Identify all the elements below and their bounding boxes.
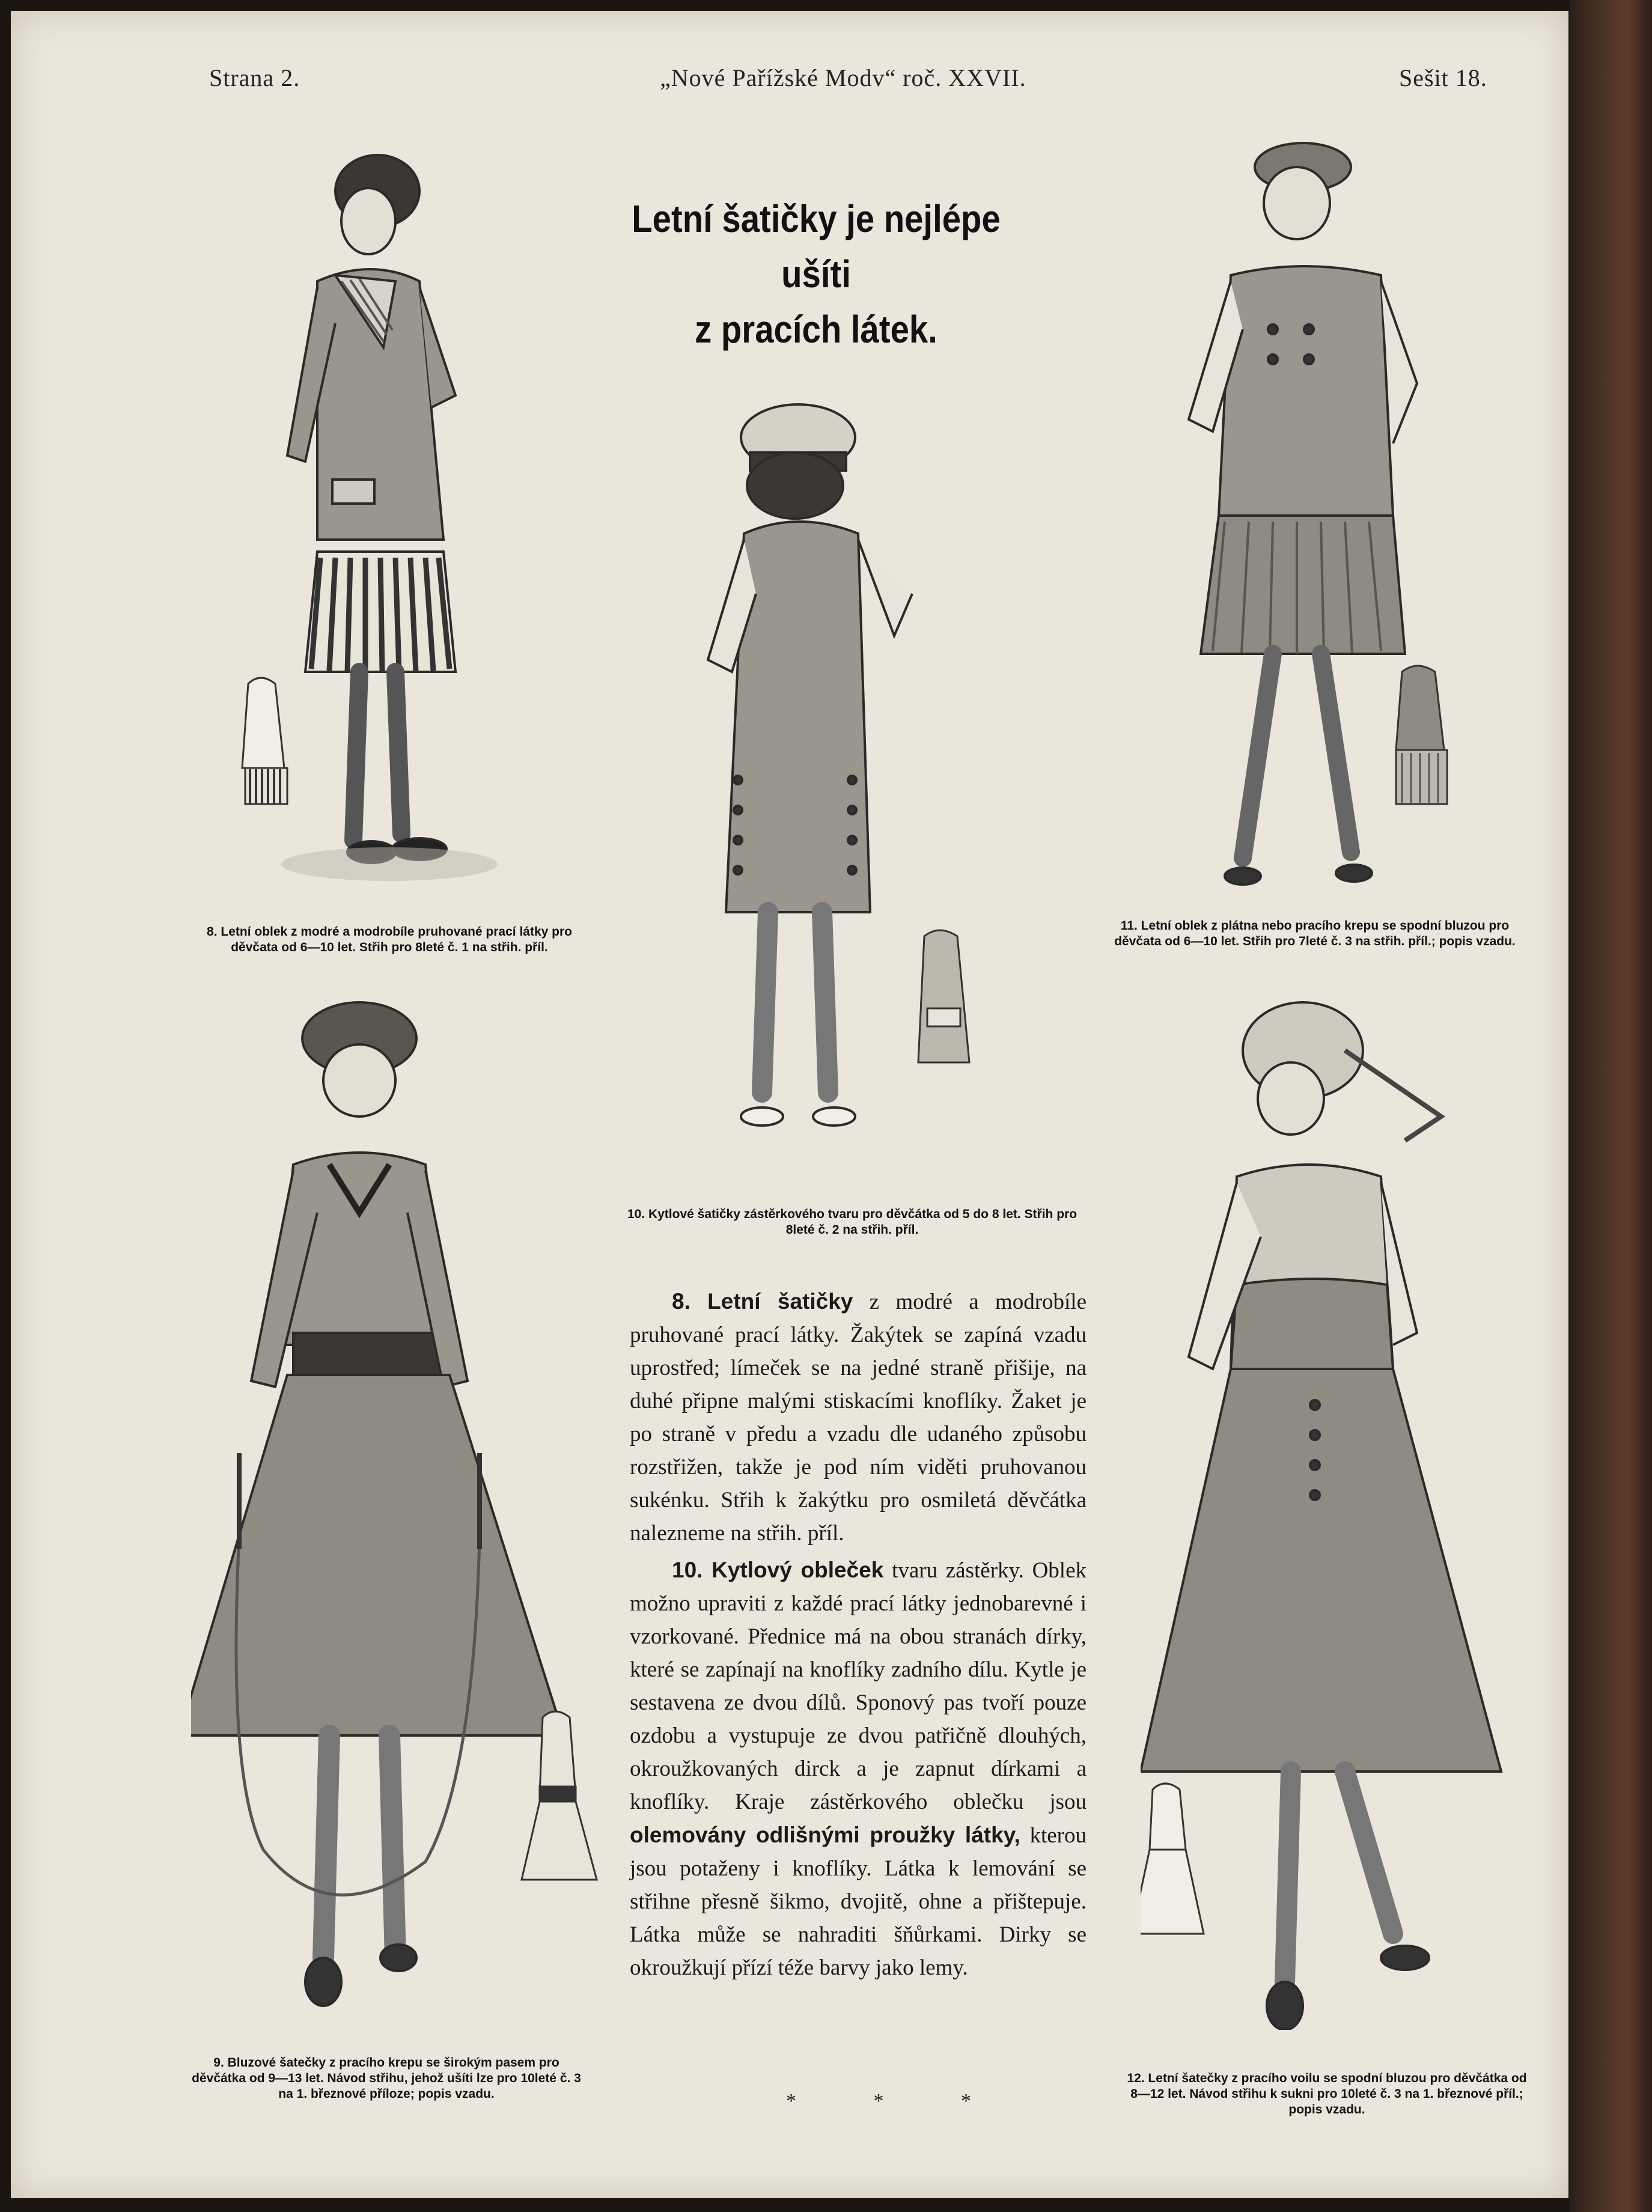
book-spine [1570, 0, 1652, 2212]
illustration-fig-10 [690, 395, 1002, 1177]
paragraph-fig-8-text: z modré a modrobíle pruhované prací látky. Žakýtek se zapíná vzadu uprostřed; límeček se na jedné straně přišije, na duhé připne malými stiskacími knoflíky. Žaket je po straně v předu a vzadu dle udaného způsobu rozstřižen, takže je pod ním viděti pruhovanou sukénku. Střih k žakýtku pro osmiletá děvčátka nalezneme na střih. příl. [630, 1290, 1087, 1546]
issue-number-label: Sešit 18. [1399, 64, 1487, 91]
illustration-fig-11 [1153, 131, 1489, 912]
paragraph-fig-8 [630, 1285, 1087, 1550]
caption-fig-8: 8. Letní oblek z modré a modrobíle pruhované prací látky pro děvčata od 6—10 let. Střih pro 8leté č. 1 na střih. příl. [207, 925, 572, 954]
caption-fig-10: 10. Kytlové šatičky zástěrkového tvaru pro děvčátka od 5 do 8 let. Střih pro 8leté č. 2 na střih. příl. [627, 1207, 1077, 1237]
page-number-label: Strana 2. [209, 64, 300, 91]
article-title-line-1: Letní šatičky je nejlépe ušíti [632, 197, 1001, 296]
article-body [630, 1285, 1087, 1988]
caption-fig-12: 12. Letní šatečky z pracího voilu se spodní bluzou pro děvčátka od 8—12 let. Návod střihu k sukni pro 10leté č. 3 na 1. březnové příl.; popis vzadu. [1127, 2071, 1527, 2116]
ornament-stars: * * * [786, 2090, 1007, 2112]
running-title: „Nové Pařížské Modv“ roč. XXVII. [660, 64, 1026, 91]
article-title-line-2: z pracích látek. [695, 308, 937, 351]
paragraph-fig-10 [630, 1553, 1087, 1984]
illustration-fig-12 [1141, 996, 1525, 2030]
caption-fig-9: 9. Bluzové šatečky z pracího krepu se širokým pasem pro děvčátka od 9—13 let. Návod střihu, jehož ušíti lze pro 10leté č. 3 na 1. březnové příloze; popis vzadu. [192, 2056, 581, 2101]
paragraph-fig-10-text: tvaru zástěrky. Oblek možno upraviti z každé prací látky jednobarevné i vzorkované. Přednice má na obou stranách dírky, které se zapínají na knoflíky zadního dílu. Kytle je sestavena ze dvou dílů. Sponový pas tvoří pouze ozdobu a vystupuje ze dvou patřičně dlouhých, okroužkovaných dirck a je zapnut dírkami a knoflíky. Kraje zástěrkového oblečku jsou [630, 1558, 1087, 1814]
paragraph-fig-8-lead: 8. Letní šatičky [672, 1289, 853, 1314]
caption-fig-11: 11. Letní oblek z plátna nebo pracího krepu se spodní bluzou pro děvčata od 6—10 let. Střih pro 7leté č. 3 na střih. příl.; popis vzadu. [1114, 919, 1516, 948]
paragraph-fig-10-lead: 10. Kytlový obleček [672, 1558, 884, 1582]
article-title [615, 191, 1017, 357]
illustration-fig-8 [215, 143, 552, 924]
illustration-fig-9 [191, 996, 624, 2030]
magazine-page [11, 11, 1568, 2198]
paragraph-fig-10-text-2: kterou jsou potaženy i knoflíky. Látka k lemování se střihne přesně šikmo, dvojitě, ohne a přištepuje. Látka může se nahraditi šňůrkami. Dirky se okroužkují přízí téže barvy jako lemy. [630, 1823, 1087, 1980]
paragraph-fig-10-bold: olemovány odlišnými proužky látky, [630, 1823, 1020, 1847]
